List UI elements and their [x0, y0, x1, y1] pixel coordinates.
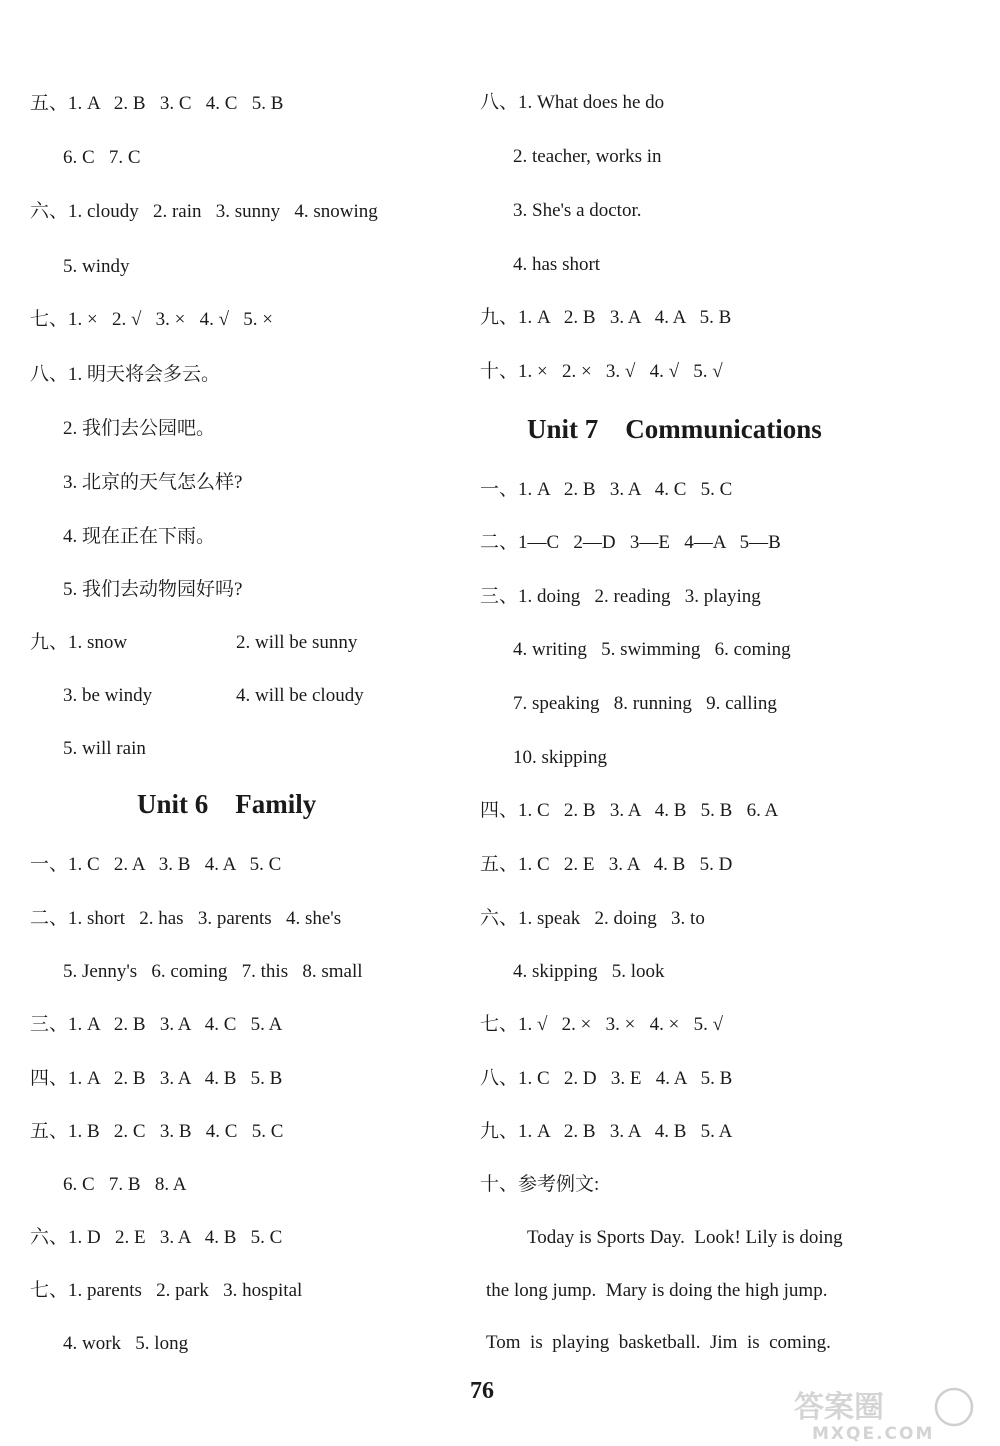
answer-line: 十、1. × 2. × 3. √ 4. √ 5. √ — [480, 361, 723, 382]
answer-line: 七、1. × 2. √ 3. × 4. √ 5. × — [30, 309, 274, 330]
answer-line: 二、1—C 2—D 3—E 4—A 5—B — [480, 532, 781, 553]
watermark-text: 答案圈 — [794, 1390, 884, 1425]
answer-line: 九、1. A 2. B 3. A 4. A 5. B — [480, 307, 732, 328]
answer-line: 3. She's a doctor. — [513, 200, 642, 221]
essay-line: Today is Sports Day. Look! Lily is doing — [527, 1227, 843, 1248]
answer-line: 3. be windy — [63, 685, 153, 706]
answer-line: 八、1. What does he do — [480, 92, 665, 113]
watermark-logo — [786, 1383, 992, 1443]
answer-line: 一、1. C 2. A 3. B 4. A 5. C — [30, 854, 282, 875]
answer-line: 四、1. C 2. B 3. A 4. B 5. B 6. A — [480, 800, 779, 821]
answer-line: 二、1. short 2. has 3. parents 4. she's — [30, 908, 342, 929]
answer-line: 七、1. parents 2. park 3. hospital — [30, 1280, 303, 1301]
answer-line: 四、1. A 2. B 3. A 4. B 5. B — [30, 1068, 283, 1089]
answer-line: 2. teacher, works in — [513, 146, 662, 167]
answer-line: 4. writing 5. swimming 6. coming — [513, 639, 791, 660]
answer-line: 九、1. snow — [30, 632, 128, 653]
answer-line: 7. speaking 8. running 9. calling — [513, 693, 777, 714]
answer-line: 2. will be sunny — [236, 632, 358, 653]
answer-line: 五、1. B 2. C 3. B 4. C 5. C — [30, 1121, 284, 1142]
answer-line: 六、1. speak 2. doing 3. to — [480, 908, 705, 929]
page-number: 76 — [470, 1378, 494, 1404]
essay-line: Tom is playing basketball. Jim is coming. — [486, 1332, 831, 1353]
answer-line: 八、1. C 2. D 3. E 4. A 5. B — [480, 1068, 733, 1089]
answer-line: 4. will be cloudy — [236, 685, 364, 706]
answer-line: 九、1. A 2. B 3. A 4. B 5. A — [480, 1121, 733, 1142]
answer-line: 六、1. cloudy 2. rain 3. sunny 4. snowing — [30, 201, 378, 222]
answer-line: 6. C 7. B 8. A — [63, 1174, 187, 1195]
answer-line: 3. 北京的天气怎么样? — [63, 472, 243, 493]
answer-line: 五、1. A 2. B 3. C 4. C 5. B — [30, 93, 284, 114]
essay-line: the long jump. Mary is doing the high jump. — [486, 1280, 828, 1301]
answer-line: 三、1. A 2. B 3. A 4. C 5. A — [30, 1014, 283, 1035]
answer-line: 5. 我们去动物园好吗? — [63, 579, 243, 600]
answer-line: 八、1. 明天将会多云。 — [30, 364, 221, 385]
answer-line: 4. 现在正在下雨。 — [63, 526, 216, 547]
watermark-domain: MXQE.COM — [812, 1424, 935, 1443]
answer-line: 5. windy — [63, 256, 130, 277]
answer-line: 六、1. D 2. E 3. A 4. B 5. C — [30, 1227, 283, 1248]
unit-heading: Unit 7 Communications — [527, 414, 822, 444]
unit-heading: Unit 6 Family — [137, 789, 317, 819]
answer-line: 三、1. doing 2. reading 3. playing — [480, 586, 761, 607]
answer-line: 一、1. A 2. B 3. A 4. C 5. C — [480, 479, 733, 500]
answer-line: 4. skipping 5. look — [513, 961, 665, 982]
answer-line: 5. Jenny's 6. coming 7. this 8. small — [63, 961, 363, 982]
answer-line: 6. C 7. C — [63, 147, 141, 168]
answer-line: 4. has short — [513, 254, 601, 275]
answer-line: 七、1. √ 2. × 3. × 4. × 5. √ — [480, 1014, 724, 1035]
answer-line: 4. work 5. long — [63, 1333, 189, 1354]
answer-line: 10. skipping — [513, 747, 607, 768]
answer-line: 5. will rain — [63, 738, 146, 759]
answer-line: 2. 我们去公园吧。 — [63, 418, 216, 439]
answer-line: 五、1. C 2. E 3. A 4. B 5. D — [480, 854, 733, 875]
answer-line: 十、参考例文: — [480, 1174, 600, 1195]
